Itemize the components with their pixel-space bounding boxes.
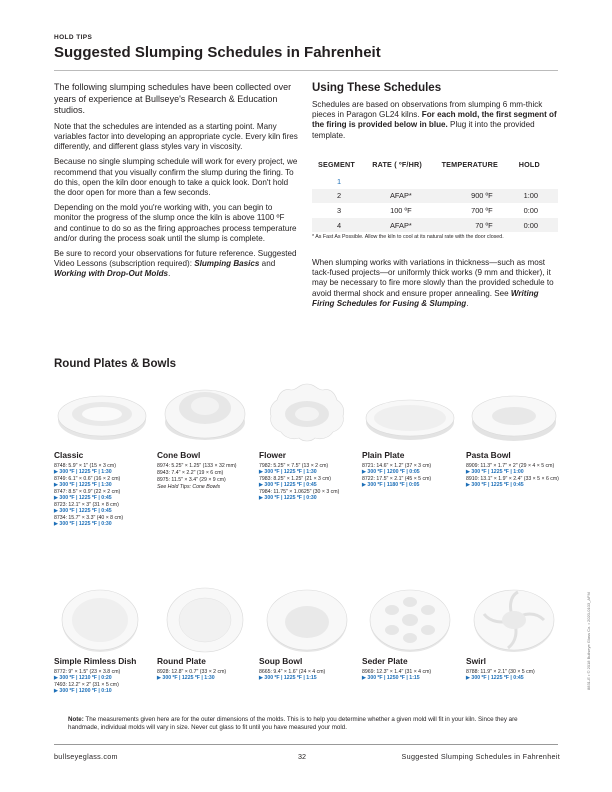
product-name: Round Plate xyxy=(157,656,206,666)
mold-entry: 8772: 9" × 1.5" (23 × 3.8 cm) ▶ 300 ºF | 1210 ºF | 0:20 xyxy=(54,669,121,682)
mold-entry: 7983: 8.25" × 1.25" (21 × 3 cm) ▶ 300 ºF | 1225 ºF | 0:45 xyxy=(259,475,332,489)
title-rule xyxy=(54,70,558,71)
mold-entry: 8788: 11.9" × 2.1" (30 × 5 cm) ▶ 300 ºF | 1225 ºF | 0:45 xyxy=(466,669,535,682)
mold-entry: 8749: 6.1" × 0.6" (16 × 2 cm) ▶ 300 ºF | 1225 ºF | 1:30 xyxy=(54,475,121,489)
mold-entry: 7982: 5.25" × 7.5" (13 × 2 cm) ▶ 300 ºF | 1225 ºF | 1:30 xyxy=(259,463,329,476)
mold-entry: 8665: 9.4" × 1.6" (24 × 4 cm) ▶ 300 ºF | 1225 ºF | 1:15 xyxy=(259,669,326,682)
mold-entry: 8909: 11.3" × 1.7" × 2" (29 × 4 × 5 cm) ▶ 300 ºF | 1225 ºF | 1:00 xyxy=(466,463,555,476)
table-row: 2 AFAP* 900 ºF 1:00 xyxy=(312,189,558,204)
schedule-table-header xyxy=(312,160,558,174)
table-header-rate: RATE ( ºF/HR) xyxy=(372,160,423,169)
rimless-dish-mold-image xyxy=(54,582,150,654)
footer-website-link[interactable]: bullseyeglass.com xyxy=(54,752,118,761)
product-flower[interactable] xyxy=(259,376,359,502)
cone-bowl-mold-image xyxy=(157,376,253,448)
table-footnote: * As Fast As Possible. Allow the kiln to cool at its natural rate with the door closed. xyxy=(312,234,504,240)
table-row: 3 100 ºF 700 ºF 0:00 xyxy=(337,205,538,215)
using-schedules xyxy=(312,82,562,141)
product-seder-plate[interactable] xyxy=(362,582,462,682)
intro-lead: The following slumping schedules have been collected over years of experience at Bullseye's Research & Education studios. xyxy=(54,82,292,116)
table-row: 1 xyxy=(312,174,558,189)
page-number: 32 xyxy=(298,752,306,761)
intro-paragraph-4: Be sure to record your observations for future reference. Suggested Video Lessons (subscription required): Slumping Basics and Working with Drop-Out Molds. xyxy=(54,249,297,279)
measurement-note: Note: The measurements given here are for the outer dimensions of the molds. This is to help you determine whether a given mold will fit in your kiln. Since they are handmade, individual molds will vary in size. Never cut glass to fit until you have measured your mold. xyxy=(68,716,518,731)
link-writing-firing-schedules[interactable]: Writing Firing Schedules for Fusing & Slumping xyxy=(312,288,539,308)
classic-mold-image xyxy=(54,376,150,448)
eyebrow: HOLD TIPS xyxy=(54,34,93,41)
product-name: Soup Bowl xyxy=(259,656,303,666)
intro-paragraph-1: Note that the schedules are intended as a starting point. Many variables factor into developing an appropriate cycle. Every kiln fires differently, and different glass styles vary in viscosity. xyxy=(54,121,298,152)
flower-mold-image xyxy=(259,376,355,448)
cone-bowl-note[interactable]: See Hold Tips: Cone Bowls xyxy=(157,483,221,490)
mold-entry: 8969: 12.3" × 1.4" (31 × 4 cm) ▶ 300 ºF | 1250 ºF | 1:15 xyxy=(362,669,432,682)
document-code: 8831-E • © 2018 Bullseye Glass Co. • 2020-0103_AFM xyxy=(586,592,591,690)
mold-entry: 8734: 15.7" × 3.3" (40 × 8 cm) ▶ 300 ºF | 1225 ºF | 0:30 xyxy=(54,514,124,528)
product-name: Pasta Bowl xyxy=(466,450,511,460)
section-title: Round Plates & Bowls xyxy=(54,358,177,370)
using-heading: Using These Schedules xyxy=(312,82,442,94)
soup-bowl-mold-image xyxy=(259,582,355,654)
product-pasta-bowl[interactable] xyxy=(466,376,566,489)
footer-rule xyxy=(54,744,558,745)
product-name: Seder Plate xyxy=(362,656,408,666)
table-header-segment: SEGMENT xyxy=(318,160,355,169)
product-classic[interactable] xyxy=(54,376,154,528)
product-name: Cone Bowl xyxy=(157,450,201,460)
product-name: Classic xyxy=(54,450,84,460)
mold-entry: 7493: 12.2" × 2" (31 × 5 cm) ▶ 300 ºF | 1200 ºF | 0:10 xyxy=(54,681,119,695)
mold-entry: 8721: 14.6" × 1.2" (37 × 3 cm) ▶ 300 ºF | 1200 ºF | 0:05 xyxy=(362,463,432,476)
mold-entry: 8748: 5.9" × 1" (15 × 3 cm) ▶ 300 ºF | 1225 ºF | 1:30 xyxy=(54,463,116,476)
product-round-plate[interactable] xyxy=(157,582,257,682)
intro-paragraph-3: Depending on the mold you're working with, you can begin to monitor the progress of the slump once the kiln is above 1100 ºF and continue to do so as the firing approaches process temperature and/or during the process soak until the slump is complete. xyxy=(54,203,297,243)
thickness-paragraph: When slumping works with variations in thickness—such as most tack-fused projects—or uniformly thick works (9 mm and thicker), it may be necessary to fire more slowly than the provided schedule to avoid thermal shock and ensure proper annealing. See Writing Firing Schedules for Fusing & Slumping. xyxy=(312,258,554,308)
product-soup-bowl[interactable] xyxy=(259,582,359,682)
product-simple-rimless-dish[interactable] xyxy=(54,582,154,695)
plain-plate-mold-image xyxy=(362,376,458,448)
product-name: Flower xyxy=(259,450,286,460)
table-header-temperature: TEMPERATURE xyxy=(441,160,498,169)
product-name: Simple Rimless Dish xyxy=(54,656,137,666)
swirl-mold-image xyxy=(466,582,562,654)
product-plain-plate[interactable] xyxy=(362,376,462,489)
video-link-slumping-basics[interactable]: Slumping Basics xyxy=(194,259,260,269)
mold-entry: 8943: 7.4" × 2.2" (19 × 6 cm) xyxy=(157,469,224,476)
mold-entry: 8975: 11.5" × 3.4" (29 × 9 cm) xyxy=(157,476,226,483)
mold-entry: 8747: 8.5" × 0.9" (22 × 2 cm) ▶ 300 ºF | 1225 ºF | 0:45 xyxy=(54,488,121,502)
round-plate-mold-image xyxy=(157,582,253,654)
video-link-drop-out-molds[interactable]: Working with Drop-Out Molds xyxy=(54,269,169,279)
schedule-table xyxy=(312,160,558,232)
using-text: Schedules are based on observations from slumping 6 mm-thick pieces in Paragon GL24 kilns. For each mold, the first segment of the firing is provided below in blue. Plug it into the provided template. xyxy=(312,100,557,140)
page-title: Suggested Slumping Schedules in Fahrenheit xyxy=(54,44,381,61)
product-name: Swirl xyxy=(466,656,487,666)
product-cone-bowl[interactable] xyxy=(157,376,257,490)
table-row: 4 AFAP* 70 ºF 0:00 xyxy=(312,218,558,233)
product-swirl[interactable] xyxy=(466,582,566,682)
intro-column xyxy=(54,82,300,285)
mold-entry: 8928: 12.8" × 0.7" (33 × 2 cm) ▶ 300 ºF | 1225 ºF | 1:30 xyxy=(157,669,227,682)
seder-plate-mold-image xyxy=(362,582,458,654)
product-name: Plain Plate xyxy=(362,450,405,460)
mold-entry: 8723: 12.1" × 3" (31 × 8 cm) ▶ 300 ºF | 1225 ºF | 0:45 xyxy=(54,501,119,515)
mold-entry: 8910: 13.1" × 1.9" × 2.4" (33 × 5 × 6 cm) ▶ 300 ºF | 1225 ºF | 0:45 xyxy=(466,475,559,489)
pasta-bowl-mold-image xyxy=(466,376,562,448)
mold-entry: 7984: 11.75" × 1.0625" (30 × 3 cm) ▶ 300 ºF | 1225 ºF | 0:30 xyxy=(259,488,340,502)
intro-paragraph-2: Because no single slumping schedule will work for every project, we recommend that you visually confirm the slump during the firing. To do this, open the kiln door enough to take a quick look. Don't hold the door open for more than a few seconds. xyxy=(54,157,298,197)
mold-entry: 8974: 5.25" × 1.25" (133 × 32 mm) xyxy=(157,463,237,469)
mold-entry: 8722: 17.5" × 2.1" (45 × 5 cm) ▶ 300 ºF | 1180 ºF | 0:05 xyxy=(362,475,432,489)
footer-title: Suggested Slumping Schedules in Fahrenheit xyxy=(401,752,560,761)
table-header-hold: HOLD xyxy=(518,160,540,169)
